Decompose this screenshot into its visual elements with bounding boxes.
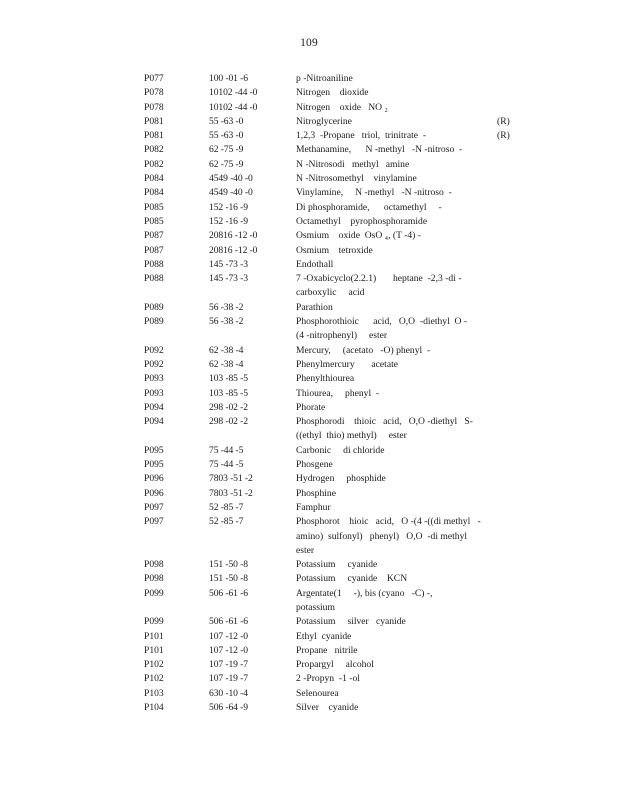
waste-code: P092 xyxy=(144,344,164,356)
cas-number: 75 -44 -5 xyxy=(209,444,244,456)
substance-name xyxy=(296,315,496,344)
waste-code: P082 xyxy=(144,158,164,170)
substance-name-line: Osmium tetroxide xyxy=(296,244,373,256)
substance-name xyxy=(296,344,496,358)
table-row xyxy=(0,143,618,157)
substance-name xyxy=(296,515,496,558)
waste-code: P096 xyxy=(144,487,164,499)
table-row xyxy=(0,244,618,258)
substance-name-line: Ethyl cyanide xyxy=(296,630,352,642)
substance-name xyxy=(296,143,496,157)
cas-number: 56 -38 -2 xyxy=(209,316,244,328)
substance-name xyxy=(296,644,496,658)
cas-number: 75 -44 -5 xyxy=(209,459,244,471)
table-row xyxy=(0,615,618,629)
cas-number: 10102 -44 -0 xyxy=(209,101,258,113)
waste-code: P092 xyxy=(144,358,164,370)
substance-name xyxy=(296,358,496,372)
cas-number: 100 -01 -6 xyxy=(209,73,248,84)
substance-name xyxy=(296,587,496,616)
substance-name-line: Hydrogen phosphide xyxy=(296,473,386,485)
waste-code: P087 xyxy=(144,244,164,256)
waste-code: P081 xyxy=(144,130,164,142)
substance-name xyxy=(296,487,496,501)
waste-code: P089 xyxy=(144,301,164,313)
substance-name-line: Nitrogen oxide NO ₂ xyxy=(296,101,388,113)
cas-number: 298 -02 -2 xyxy=(209,416,248,428)
waste-code: P094 xyxy=(144,401,164,413)
substance-name xyxy=(296,372,496,386)
substance-name xyxy=(296,129,496,143)
cas-number: 62 -38 -4 xyxy=(209,358,244,370)
substance-name-line: carboxylic acid xyxy=(296,287,365,299)
table-row xyxy=(0,201,618,215)
substance-name-line: Thiourea, phenyl - xyxy=(296,387,380,399)
substance-name xyxy=(296,501,496,515)
table-row xyxy=(0,472,618,486)
cas-number: 506 -61 -6 xyxy=(209,587,248,599)
substance-name-line: Phosphorothioic acid, O,O -diethyl O - xyxy=(296,316,468,328)
hazardous-waste-table xyxy=(0,72,618,715)
substance-name xyxy=(296,115,496,129)
substance-name xyxy=(296,672,496,686)
substance-name xyxy=(296,101,496,115)
substance-name xyxy=(296,472,496,486)
waste-code: P097 xyxy=(144,516,164,528)
cas-number: 151 -50 -8 xyxy=(209,559,248,571)
table-row xyxy=(0,401,618,415)
substance-name-line: Potassium cyanide xyxy=(296,559,378,571)
table-row xyxy=(0,258,618,272)
substance-name xyxy=(296,415,496,444)
cas-number: 107 -12 -0 xyxy=(209,644,248,656)
substance-name xyxy=(296,244,496,258)
substance-name-line: Potassium cyanide KCN xyxy=(296,573,408,585)
table-row xyxy=(0,458,618,472)
cas-number: 56 -38 -2 xyxy=(209,301,244,313)
substance-name-line: 7 -Oxabicyclo(2.2.1) heptane -2,3 -di - xyxy=(296,273,462,285)
substance-name xyxy=(296,630,496,644)
substance-name-line: Carbonic di chloride xyxy=(296,444,385,456)
cas-number: 55 -63 -0 xyxy=(209,130,244,142)
table-row xyxy=(0,487,618,501)
table-row xyxy=(0,572,618,586)
substance-name xyxy=(296,572,496,586)
substance-name-line: Vinylamine, N -methyl -N -nitroso - xyxy=(296,187,452,199)
substance-name-line: Propane nitrile xyxy=(296,644,358,656)
table-row xyxy=(0,72,618,86)
substance-name-line: Phosphorot hioic acid, O -(4 -((di methyl - xyxy=(296,516,481,528)
reactivity-flag: (R) xyxy=(497,115,510,127)
substance-name-line: ((ethyl thio) methyl) ester xyxy=(296,430,407,442)
cas-number: 107 -19 -7 xyxy=(209,673,248,685)
waste-code: P104 xyxy=(144,702,164,714)
table-row xyxy=(0,172,618,186)
table-row xyxy=(0,630,618,644)
cas-number: 4549 -40 -0 xyxy=(209,173,253,185)
substance-name xyxy=(296,215,496,229)
waste-code: P084 xyxy=(144,173,164,185)
waste-code: P089 xyxy=(144,316,164,328)
table-row xyxy=(0,229,618,243)
substance-name-line: Octamethyl pyrophosphoramide xyxy=(296,215,428,227)
waste-code: P084 xyxy=(144,187,164,199)
table-row xyxy=(0,372,618,386)
waste-code: P095 xyxy=(144,459,164,471)
substance-name xyxy=(296,201,496,215)
waste-code: P098 xyxy=(144,573,164,585)
waste-code: P093 xyxy=(144,387,164,399)
page-number: 109 xyxy=(300,37,318,49)
table-row xyxy=(0,272,618,301)
cas-number: 10102 -44 -0 xyxy=(209,87,258,99)
table-row xyxy=(0,444,618,458)
substance-name xyxy=(296,687,496,701)
substance-name-line: Phenylthiourea xyxy=(296,373,355,385)
substance-name-line: Phosphine xyxy=(296,487,336,499)
substance-name xyxy=(296,301,496,315)
cas-number: 145 -73 -3 xyxy=(209,258,248,270)
reactivity-flag: (R) xyxy=(497,130,510,142)
substance-name xyxy=(296,558,496,572)
substance-name xyxy=(296,158,496,172)
waste-code: P077 xyxy=(144,73,164,84)
table-row xyxy=(0,587,618,616)
table-row xyxy=(0,101,618,115)
waste-code: P088 xyxy=(144,273,164,285)
substance-name xyxy=(296,658,496,672)
substance-name-line: Parathion xyxy=(296,301,333,313)
waste-code: P103 xyxy=(144,687,164,699)
substance-name xyxy=(296,272,496,301)
cas-number: 506 -61 -6 xyxy=(209,616,248,628)
substance-name-line: 1,2,3 -Propane triol, trinitrate - xyxy=(296,130,427,142)
cas-number: 52 -85 -7 xyxy=(209,501,244,513)
cas-number: 62 -38 -4 xyxy=(209,344,244,356)
cas-number: 20816 -12 -0 xyxy=(209,230,258,242)
substance-name xyxy=(296,615,496,629)
waste-code: P081 xyxy=(144,115,164,127)
cas-number: 298 -02 -2 xyxy=(209,401,248,413)
substance-name-line: (4 -nitrophenyl) ester xyxy=(296,330,388,342)
substance-name-line: Nitrogen dioxide xyxy=(296,87,369,99)
table-row xyxy=(0,186,618,200)
substance-name-line: Argentate(1 -), bis (cyano -C) -, xyxy=(296,587,433,599)
waste-code: P095 xyxy=(144,444,164,456)
substance-name-line: N -Nitrosomethyl vinylamine xyxy=(296,173,417,185)
substance-name-line: Endothall xyxy=(296,258,334,270)
substance-name-line: p -Nitroaniline xyxy=(296,73,353,84)
substance-name xyxy=(296,86,496,100)
cas-number: 62 -75 -9 xyxy=(209,144,244,156)
substance-name xyxy=(296,172,496,186)
table-row xyxy=(0,672,618,686)
cas-number: 630 -10 -4 xyxy=(209,687,248,699)
table-row xyxy=(0,315,618,344)
cas-number: 52 -85 -7 xyxy=(209,516,244,528)
substance-name-line: Silver cyanide xyxy=(296,702,359,714)
waste-code: P078 xyxy=(144,101,164,113)
cas-number: 107 -12 -0 xyxy=(209,630,248,642)
cas-number: 506 -64 -9 xyxy=(209,702,248,714)
cas-number: 107 -19 -7 xyxy=(209,659,248,671)
substance-name-line: Potassium silver cyanide xyxy=(296,616,406,628)
cas-number: 152 -16 -9 xyxy=(209,215,248,227)
table-row xyxy=(0,558,618,572)
cas-number: 62 -75 -9 xyxy=(209,158,244,170)
cas-number: 103 -85 -5 xyxy=(209,387,248,399)
waste-code: P101 xyxy=(144,630,164,642)
substance-name xyxy=(296,401,496,415)
table-row xyxy=(0,644,618,658)
substance-name-line: amino) sulfonyl) phenyl) O,O -di methyl xyxy=(296,530,468,542)
substance-name xyxy=(296,444,496,458)
table-row xyxy=(0,86,618,100)
substance-name-line: 2 -Propyn -1 -ol xyxy=(296,673,360,685)
substance-name-line: Nitroglycerine xyxy=(296,115,352,127)
substance-name xyxy=(296,258,496,272)
table-row xyxy=(0,358,618,372)
substance-name xyxy=(296,458,496,472)
table-row xyxy=(0,515,618,558)
substance-name-line: Di phosphoramide, octamethyl - xyxy=(296,201,442,213)
cas-number: 145 -73 -3 xyxy=(209,273,248,285)
waste-code: P097 xyxy=(144,501,164,513)
table-row xyxy=(0,387,618,401)
waste-code: P102 xyxy=(144,659,164,671)
table-row xyxy=(0,344,618,358)
table-row xyxy=(0,301,618,315)
waste-code: P102 xyxy=(144,673,164,685)
substance-name xyxy=(296,72,496,86)
waste-code: P099 xyxy=(144,587,164,599)
waste-code: P082 xyxy=(144,144,164,156)
waste-code: P099 xyxy=(144,616,164,628)
cas-number: 20816 -12 -0 xyxy=(209,244,258,256)
table-row xyxy=(0,701,618,715)
substance-name-line: potassium xyxy=(296,601,335,613)
substance-name-line: Mercury, (acetato -O) phenyl - xyxy=(296,344,431,356)
substance-name-line: Phenylmercury acetate xyxy=(296,358,399,370)
table-row xyxy=(0,415,618,444)
substance-name-line: Famphur xyxy=(296,501,331,513)
table-row xyxy=(0,158,618,172)
substance-name-line: Phorate xyxy=(296,401,326,413)
cas-number: 151 -50 -8 xyxy=(209,573,248,585)
cas-number: 103 -85 -5 xyxy=(209,373,248,385)
substance-name-line: Methanamine, N -methyl -N -nitroso - xyxy=(296,144,463,156)
waste-code: P093 xyxy=(144,373,164,385)
table-row xyxy=(0,215,618,229)
substance-name xyxy=(296,229,496,243)
substance-name-line: N -Nitrosodi methyl amine xyxy=(296,158,410,170)
substance-name xyxy=(296,701,496,715)
table-row xyxy=(0,501,618,515)
table-row xyxy=(0,658,618,672)
waste-code: P094 xyxy=(144,416,164,428)
substance-name-line: Phosphorodi thioic acid, O,O -diethyl S- xyxy=(296,416,473,428)
table-row xyxy=(0,115,618,129)
waste-code: P088 xyxy=(144,258,164,270)
substance-name-line: Phosgene xyxy=(296,459,333,471)
cas-number: 152 -16 -9 xyxy=(209,201,248,213)
cas-number: 4549 -40 -0 xyxy=(209,187,253,199)
substance-name xyxy=(296,387,496,401)
waste-code: P098 xyxy=(144,559,164,571)
cas-number: 7803 -51 -2 xyxy=(209,487,253,499)
table-row xyxy=(0,687,618,701)
substance-name-line: Propargyl alcohol xyxy=(296,659,374,671)
substance-name-line: ester xyxy=(296,544,315,556)
waste-code: P085 xyxy=(144,201,164,213)
waste-code: P096 xyxy=(144,473,164,485)
cas-number: 7803 -51 -2 xyxy=(209,473,253,485)
substance-name xyxy=(296,186,496,200)
cas-number: 55 -63 -0 xyxy=(209,115,244,127)
waste-code: P101 xyxy=(144,644,164,656)
table-row xyxy=(0,129,618,143)
substance-name-line: Selenourea xyxy=(296,687,339,699)
substance-name-line: Osmium oxide OsO ₄, (T -4) - xyxy=(296,230,421,242)
waste-code: P078 xyxy=(144,87,164,99)
waste-code: P087 xyxy=(144,230,164,242)
waste-code: P085 xyxy=(144,215,164,227)
